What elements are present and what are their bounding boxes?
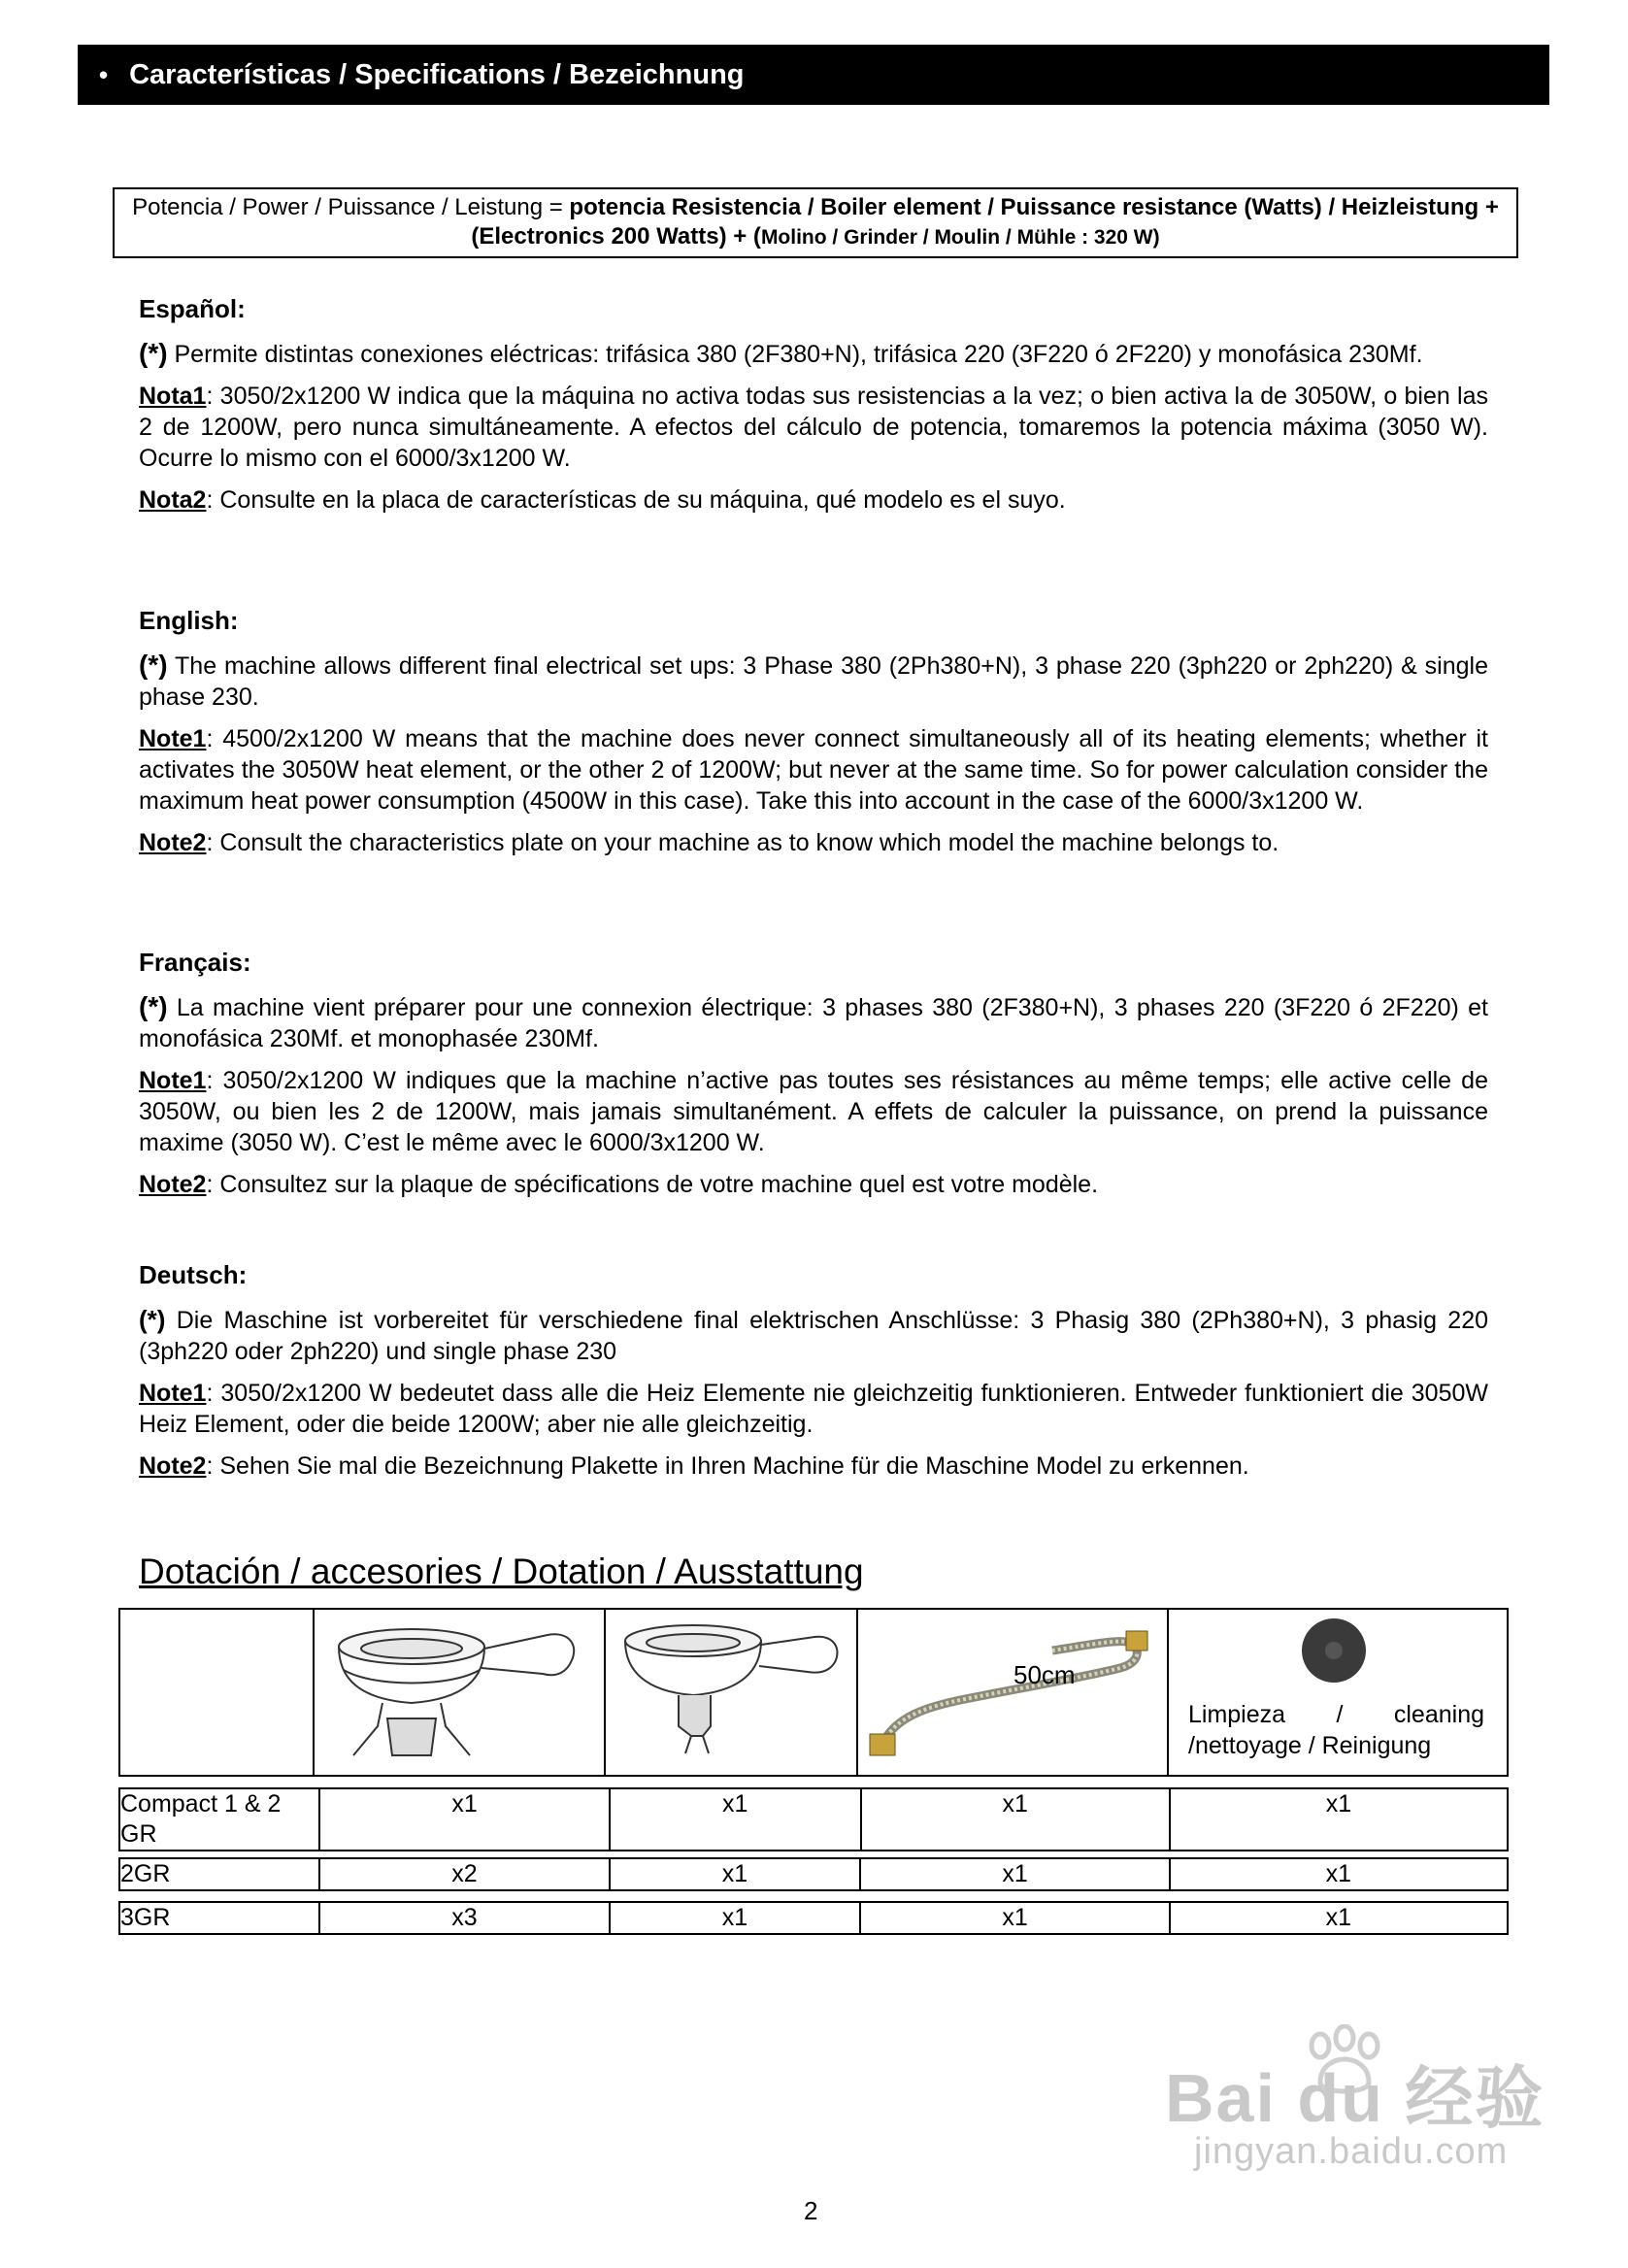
paragraph-note1 [139,1378,1488,1440]
asterisk-label: (*) [139,650,168,680]
row-label: Compact 1 & 2 GR [119,1788,319,1851]
accessories-row-3gr [118,1901,1509,1935]
note1-text: : 3050/2x1200 W bedeutet dass alle die Heiz Elemente nie gleichzeitig funktionieren. Entweder funktioniert die 3050W Heiz Element, oder die beide 1200W; aber nie alle gleichzeitig. [139,1380,1488,1438]
qty-water-hose: x1 [860,1858,1169,1890]
asterisk-label: (*) [139,991,168,1021]
asterisk-label: (*) [139,1305,166,1334]
qty-portafilter-double: x1 [610,1788,861,1851]
qty-water-hose: x1 [861,1788,1170,1851]
star-text: The machine allows different final electrical set ups: 3 Phase 380 (2Ph380+N), 3 phase 220 (3ph220 or 2ph220) & single phase 230. [139,652,1488,711]
qty-cleaning-disc: x1 [1170,1902,1508,1934]
qty-portafilter-double: x1 [610,1858,861,1890]
power-formula-box [113,187,1518,258]
paragraph-note1 [139,381,1488,474]
note1-label: Note1 [139,725,207,752]
section-header-bar [78,45,1549,105]
row-label: 2GR [119,1858,319,1890]
note2-label: Note2 [139,829,207,856]
cleaning-disc-cell [1168,1609,1508,1776]
water-hose-cell [857,1609,1168,1776]
note1-text: : 3050/2x1200 W indiques que la machine n’active pas toutes ses résistances au même temps; elle active celle de 3050W, ou bien les 2 de 1200W, mais jamais simultanément. A effets de calculer la puissance, on prend la puissance maxime (3050 W). C’est le même avec le 6000/3x1200 W. [139,1067,1488,1156]
note2-text: : Sehen Sie mal die Bezeichnung Plakette in Ihren Machine für die Maschine Model zu erkennen. [206,1452,1249,1480]
paragraph-note1 [139,1065,1488,1158]
star-text: La machine vient préparer pour une connexion électrique: 3 phases 380 (2F380+N), 3 phases 220 (3F220 ó 2F220) et monofásica 230Mf. et monophasée 230Mf. [139,994,1488,1052]
note2-label: Note2 [139,1171,207,1198]
paragraph-star [139,991,1488,1054]
note1-text: : 4500/2x1200 W means that the machine does never connect simultaneously all of its heating elements; whether it activates the 3050W heat element, or the other 2 of 1200W; but never at the same time. So for power calculation consider the maximum heat power consumption (4500W in this case). Take this into account in the case of the 6000/3x1200 W. [139,725,1488,815]
star-text: Permite distintas conexiones eléctricas: trifásica 380 (2F380+N), trifásica 220 (3F220 ó 2F220) y monofásica 230Mf. [167,341,1423,368]
paragraph-star [139,1304,1488,1367]
section-spanish [139,293,1488,526]
qty-portafilter-single: x3 [319,1902,610,1934]
cleaning-caption-line2: /nettoyage / Reinigung [1188,1732,1432,1759]
note1-text: : 3050/2x1200 W indica que la máquina no activa todas sus resistencias a la vez; o bien activa la de 3050W, o bien las 2 de 1200W, pero nunca simultáneamente. A efectos del cálculo de potencia, tomaremos la potencia máxima (3050 W). Ocurre lo mismo con el 6000/3x1200 W. [139,383,1488,472]
section-title: Características / Specifications / Bezeichnung [129,58,745,90]
note2-text: : Consultez sur la plaque de spécifications de votre machine quel est votre modèle. [206,1171,1099,1198]
paragraph-note2 [139,827,1488,858]
baidu-watermark [1146,2024,1553,2170]
paragraph-note2 [139,1169,1488,1200]
note2-label: Nota2 [139,486,207,514]
note1-label: Note1 [139,1380,207,1407]
accessories-title: Dotación / accesories / Dotation / Ausstattung [139,1551,864,1591]
power-bold: potencia Resistencia / Boiler element / Puissance resistance (Watts) / Heizleistung + (Electronics 200 Watts) + ( [471,194,1499,250]
cleaning-disc-illustration [1169,1610,1507,1697]
qty-water-hose: x1 [860,1902,1169,1934]
note2-text: : Consult the characteristics plate on your machine as to know which model the machine belongs to. [206,829,1279,856]
accessories-row-compact [118,1787,1509,1851]
paragraph-star [139,650,1488,713]
qty-portafilter-single: x2 [319,1858,610,1890]
portafilter-single-cell [314,1609,605,1776]
watermark-url: jingyan.baidu.com [1194,2131,1509,2172]
note1-label: Nota1 [139,383,207,410]
qty-portafilter-single: x1 [319,1788,609,1851]
note1-label: Note1 [139,1067,207,1094]
cleaning-caption [1188,1699,1484,1761]
note2-text: : Consulte en la placa de características de su máquina, qué modelo es el suyo. [206,486,1066,514]
paragraph-note2 [139,484,1488,516]
accessories-image-table [118,1608,1509,1777]
portafilter-single-illustration [315,1610,604,1768]
heading-french: Français: [139,948,251,977]
heading-german: Deutsch: [139,1260,248,1289]
note2-label: Note2 [139,1452,207,1480]
section-english [139,605,1488,869]
water-hose-illustration [858,1610,1167,1768]
power-grinder: Molino / Grinder / Moulin / Mühle : 320 W) [760,226,1160,249]
page-number: 2 [804,2196,818,2225]
heading-english: English: [139,606,239,635]
power-intro: Potencia / Power / Puissance / Leistung = [132,194,570,220]
qty-portafilter-double: x1 [610,1902,861,1934]
accessories-row-2gr [118,1857,1509,1891]
portafilter-double-cell [605,1609,857,1776]
paragraph-note2 [139,1451,1488,1482]
portafilter-double-illustration [606,1610,856,1768]
asterisk-label: (*) [139,338,168,368]
paragraph-note1 [139,723,1488,817]
qty-cleaning-disc: x1 [1170,1788,1508,1851]
section-german [139,1259,1488,1492]
paragraph-star [139,338,1488,370]
bullet: • [99,59,109,89]
section-french [139,947,1488,1211]
empty-corner-cell [119,1609,314,1776]
qty-cleaning-disc: x1 [1170,1858,1508,1890]
heading-spanish: Español: [139,294,246,323]
hose-length-caption: 50cm [1013,1660,1076,1689]
star-text: Die Maschine ist vorbereitet für verschiedene final elektrischen Anschlüsse: 3 Phasig 380 (2Ph380+N), 3 phasig 220 (3ph220 oder 2ph220) und single phase 230 [139,1307,1488,1365]
row-label: 3GR [119,1902,319,1934]
cleaning-caption-line1: Limpieza / cleaning [1188,1701,1484,1728]
watermark-main: Bai du 经验 [1165,2060,1545,2136]
